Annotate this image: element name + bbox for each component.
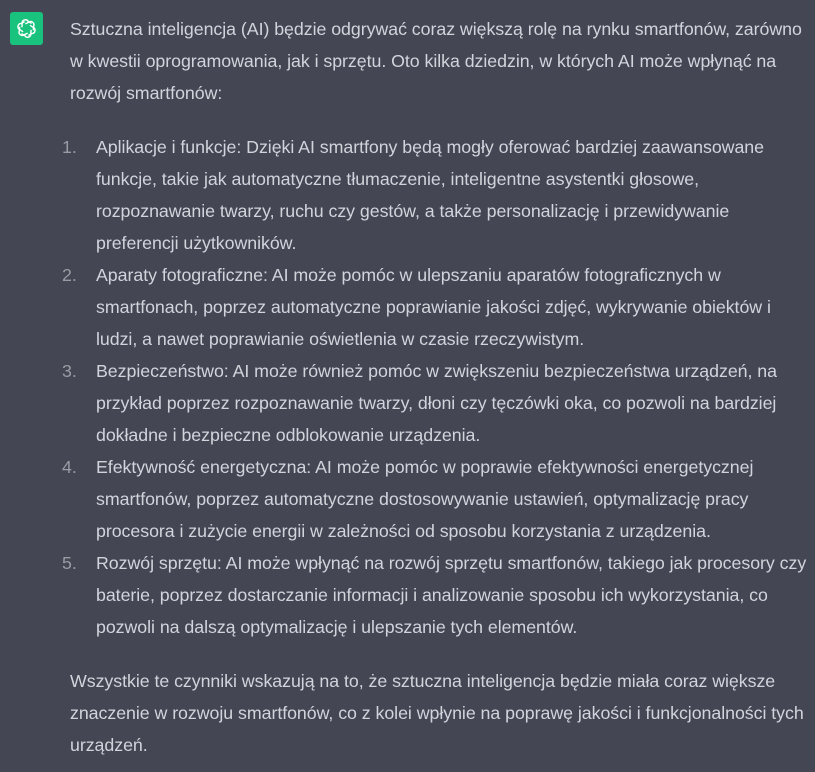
list-item-text: Rozwój sprzętu: AI może wpłynąć na rozwój sprzętu smartfonów, takiego jak procesory czy baterie, poprzez dostarczanie informacji i analizowanie sposobu ich wykorzystania, co pozwoli na dalszą optymalizację i ulepszanie tych elementów. <box>96 553 807 637</box>
numbered-list <box>62 131 810 643</box>
list-item-number: 2. <box>62 265 77 285</box>
message-content <box>62 13 810 761</box>
conclusion-paragraph: Wszystkie te czynniki wskazują na to, że sztuczna inteligencja będzie miała coraz większe znaczenie w rozwoju smartfonów, co z kolei wpłynie na poprawę jakości i funkcjonalności tych urządzeń. <box>70 671 804 755</box>
list-item <box>62 259 810 355</box>
assistant-avatar <box>10 12 43 45</box>
list-item <box>62 451 810 547</box>
openai-logo-icon <box>15 17 38 40</box>
list-item <box>62 547 810 643</box>
list-item-text: Aplikacje i funkcje: Dzięki AI smartfony będą mogły oferować bardziej zaawansowane funkcje, takie jak automatyczne tłumaczenie, inteligentne asystentki głosowe, rozpoznawanie twarzy, ruchu czy gestów, a także personalizację i przewidywanie preferencji użytkowników. <box>96 137 764 253</box>
list-item-text: Efektywność energetyczna: AI może pomóc w poprawie efektywności energetycznej smartfonów, poprzez automatyczne dostosowywanie ustawień, optymalizację pracy procesora i zużycie energii w zależności od sposobu korzystania z urządzenia. <box>96 457 754 541</box>
list-item-number: 1. <box>62 137 77 157</box>
list-item-number: 5. <box>62 553 77 573</box>
list-item-text: Bezpieczeństwo: AI może również pomóc w zwiększeniu bezpieczeństwa urządzeń, na przykład poprzez rozpoznawanie twarzy, dłoni czy tęczówki oka, co pozwoli na bardziej dokładne i bezpieczne odblokowanie urządzenia. <box>96 361 777 445</box>
list-item-text: Aparaty fotograficzne: AI może pomóc w ulepszaniu aparatów fotograficznych w smartfonach, poprzez automatyczne poprawianie jakości zdjęć, wykrywanie obiektów i ludzi, a nawet poprawianie oświetlenia w czasie rzeczywistym. <box>96 265 771 349</box>
intro-paragraph: Sztuczna inteligencja (AI) będzie odgrywać coraz większą rolę na rynku smartfonów, zarówno w kwestii oprogramowania, jak i sprzętu. Oto kilka dziedzin, w których AI może wpłynąć na rozwój smartfonów: <box>70 19 802 103</box>
list-item-number: 4. <box>62 457 77 477</box>
list-item <box>62 131 810 259</box>
list-item <box>62 355 810 451</box>
list-item-number: 3. <box>62 361 77 381</box>
